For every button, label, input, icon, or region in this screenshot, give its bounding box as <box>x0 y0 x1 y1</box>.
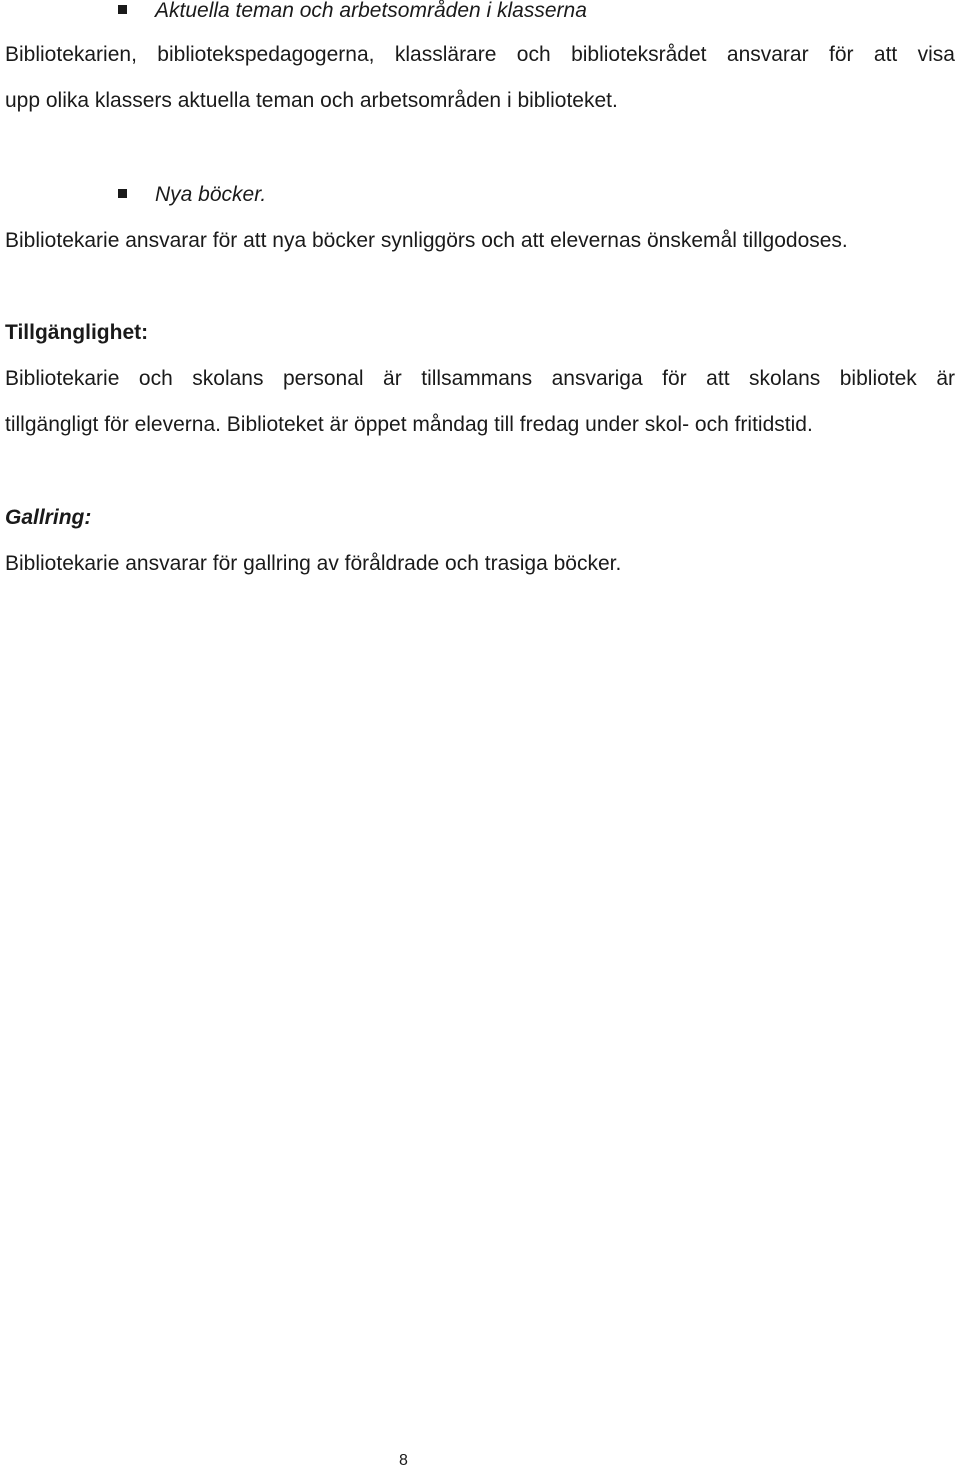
square-bullet-icon <box>118 189 127 198</box>
paragraph-tillganglighet <box>5 356 955 448</box>
page-number: 8 <box>399 1452 408 1469</box>
heading-gallring: Gallring: <box>5 506 92 529</box>
bullet-title-aktuella: Aktuella teman och arbetsområden i klasserna <box>155 0 587 22</box>
square-bullet-icon <box>118 5 127 14</box>
paragraph-aktuella <box>5 32 955 124</box>
paragraph-nya-bocker: Bibliotekarie ansvarar för att nya böcker synliggörs och att elevernas önskemål tillgodoses. <box>5 229 848 252</box>
bullet-title-nya-bocker: Nya böcker. <box>155 183 267 206</box>
paragraph-line: Bibliotekarie och skolans personal är tillsammans ansvariga för att skolans bibliotek är <box>5 367 955 390</box>
heading-tillganglighet: Tillgänglighet: <box>5 321 149 344</box>
bullet-item-nya-bocker <box>0 180 950 210</box>
paragraph-line: tillgängligt för eleverna. Biblioteket är öppet måndag till fredag under skol- och fritidstid. <box>5 413 813 436</box>
paragraph-line: upp olika klassers aktuella teman och arbetsområden i biblioteket. <box>5 89 618 112</box>
paragraph-line: Bibliotekarien, bibliotekspedagogerna, klasslärare och biblioteksrådet ansvarar för att visa <box>5 43 955 66</box>
paragraph-gallring: Bibliotekarie ansvarar för gallring av föråldrade och trasiga böcker. <box>5 552 622 575</box>
bullet-item-aktuella <box>0 0 950 26</box>
